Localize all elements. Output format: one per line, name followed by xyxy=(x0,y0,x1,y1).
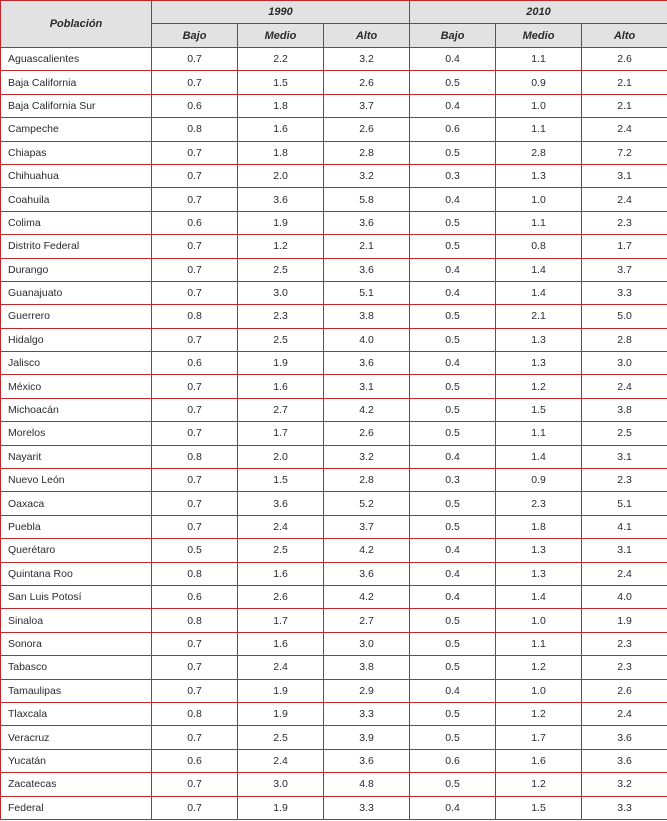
value-cell: 2.1 xyxy=(582,71,667,94)
value-cell: 0.4 xyxy=(410,48,496,71)
table-row xyxy=(1,609,667,632)
value-cell: 0.5 xyxy=(410,656,496,679)
value-cell: 1.5 xyxy=(496,398,582,421)
value-cell: 1.9 xyxy=(238,796,324,819)
value-cell: 1.6 xyxy=(238,375,324,398)
value-cell: 0.6 xyxy=(152,211,238,234)
value-cell: 1.0 xyxy=(496,94,582,117)
state-name-cell: Chihuahua xyxy=(1,164,152,187)
value-cell: 3.6 xyxy=(324,211,410,234)
value-cell: 0.5 xyxy=(410,609,496,632)
state-name-cell: Michoacán xyxy=(1,398,152,421)
value-cell: 1.2 xyxy=(496,702,582,725)
table-row xyxy=(1,94,667,117)
state-name-cell: Aguascalientes xyxy=(1,48,152,71)
value-cell: 4.8 xyxy=(324,773,410,796)
value-cell: 1.8 xyxy=(496,515,582,538)
value-cell: 1.1 xyxy=(496,632,582,655)
value-cell: 4.1 xyxy=(582,515,667,538)
value-cell: 2.7 xyxy=(238,398,324,421)
value-cell: 2.5 xyxy=(238,258,324,281)
value-cell: 1.3 xyxy=(496,562,582,585)
value-cell: 1.8 xyxy=(238,141,324,164)
table-row xyxy=(1,422,667,445)
value-cell: 2.4 xyxy=(582,375,667,398)
value-cell: 0.3 xyxy=(410,469,496,492)
value-cell: 1.6 xyxy=(238,562,324,585)
value-cell: 1.3 xyxy=(496,352,582,375)
value-cell: 1.2 xyxy=(496,375,582,398)
value-cell: 1.8 xyxy=(238,94,324,117)
value-cell: 3.6 xyxy=(582,726,667,749)
value-cell: 1.2 xyxy=(496,656,582,679)
table-row xyxy=(1,211,667,234)
value-cell: 0.7 xyxy=(152,773,238,796)
value-cell: 2.1 xyxy=(324,235,410,258)
value-cell: 1.1 xyxy=(496,422,582,445)
table-row xyxy=(1,235,667,258)
value-cell: 2.6 xyxy=(238,585,324,608)
table-row xyxy=(1,328,667,351)
value-cell: 1.5 xyxy=(238,71,324,94)
value-cell: 1.4 xyxy=(496,445,582,468)
value-cell: 2.6 xyxy=(582,48,667,71)
table-row xyxy=(1,562,667,585)
value-cell: 2.5 xyxy=(238,726,324,749)
value-cell: 2.5 xyxy=(238,328,324,351)
table-row xyxy=(1,656,667,679)
state-name-cell: Baja California xyxy=(1,71,152,94)
state-name-cell: Sinaloa xyxy=(1,609,152,632)
value-cell: 0.5 xyxy=(410,305,496,328)
value-cell: 1.9 xyxy=(238,679,324,702)
value-cell: 2.3 xyxy=(582,656,667,679)
state-name-cell: Chiapas xyxy=(1,141,152,164)
value-cell: 0.4 xyxy=(410,562,496,585)
value-cell: 0.7 xyxy=(152,726,238,749)
table-row xyxy=(1,164,667,187)
value-cell: 3.6 xyxy=(324,258,410,281)
value-cell: 0.7 xyxy=(152,469,238,492)
value-cell: 4.2 xyxy=(324,398,410,421)
value-cell: 2.0 xyxy=(238,164,324,187)
value-cell: 1.7 xyxy=(238,422,324,445)
value-cell: 3.2 xyxy=(582,773,667,796)
state-name-cell: Yucatán xyxy=(1,749,152,772)
table-row xyxy=(1,352,667,375)
table-row xyxy=(1,773,667,796)
value-cell: 1.7 xyxy=(496,726,582,749)
table-row xyxy=(1,71,667,94)
header-alto-2010: Alto xyxy=(582,24,667,48)
value-cell: 4.0 xyxy=(324,328,410,351)
state-name-cell: Quintana Roo xyxy=(1,562,152,585)
value-cell: 2.8 xyxy=(582,328,667,351)
value-cell: 4.2 xyxy=(324,585,410,608)
state-name-cell: México xyxy=(1,375,152,398)
value-cell: 2.4 xyxy=(238,515,324,538)
value-cell: 3.3 xyxy=(582,281,667,304)
table-row xyxy=(1,515,667,538)
value-cell: 0.6 xyxy=(152,749,238,772)
value-cell: 3.7 xyxy=(324,515,410,538)
header-poblacion: Población xyxy=(1,1,152,48)
value-cell: 2.5 xyxy=(238,539,324,562)
state-name-cell: Colima xyxy=(1,211,152,234)
table-row xyxy=(1,749,667,772)
value-cell: 2.4 xyxy=(238,749,324,772)
value-cell: 1.0 xyxy=(496,609,582,632)
table-row xyxy=(1,141,667,164)
value-cell: 0.7 xyxy=(152,632,238,655)
value-cell: 2.3 xyxy=(582,211,667,234)
value-cell: 5.8 xyxy=(324,188,410,211)
value-cell: 2.4 xyxy=(582,118,667,141)
value-cell: 0.5 xyxy=(410,141,496,164)
value-cell: 2.5 xyxy=(582,422,667,445)
value-cell: 2.4 xyxy=(582,702,667,725)
table-row xyxy=(1,469,667,492)
value-cell: 3.6 xyxy=(324,749,410,772)
value-cell: 1.1 xyxy=(496,118,582,141)
state-name-cell: Tlaxcala xyxy=(1,702,152,725)
table-header xyxy=(1,1,667,48)
value-cell: 0.7 xyxy=(152,375,238,398)
header-alto-1990: Alto xyxy=(324,24,410,48)
value-cell: 1.4 xyxy=(496,281,582,304)
value-cell: 1.9 xyxy=(238,352,324,375)
value-cell: 3.6 xyxy=(324,562,410,585)
value-cell: 0.7 xyxy=(152,422,238,445)
state-name-cell: Federal xyxy=(1,796,152,819)
header-bajo-1990: Bajo xyxy=(152,24,238,48)
value-cell: 0.7 xyxy=(152,328,238,351)
state-name-cell: Puebla xyxy=(1,515,152,538)
table-row xyxy=(1,702,667,725)
value-cell: 2.3 xyxy=(582,469,667,492)
value-cell: 0.4 xyxy=(410,94,496,117)
value-cell: 2.0 xyxy=(238,445,324,468)
table-row xyxy=(1,375,667,398)
value-cell: 3.3 xyxy=(582,796,667,819)
value-cell: 1.9 xyxy=(238,702,324,725)
value-cell: 0.7 xyxy=(152,796,238,819)
value-cell: 0.3 xyxy=(410,164,496,187)
value-cell: 1.0 xyxy=(496,188,582,211)
value-cell: 0.6 xyxy=(410,749,496,772)
value-cell: 0.4 xyxy=(410,679,496,702)
value-cell: 0.8 xyxy=(152,118,238,141)
state-name-cell: Campeche xyxy=(1,118,152,141)
state-name-cell: Nuevo León xyxy=(1,469,152,492)
value-cell: 0.7 xyxy=(152,679,238,702)
table-row xyxy=(1,398,667,421)
table-row xyxy=(1,258,667,281)
value-cell: 1.6 xyxy=(238,118,324,141)
value-cell: 0.7 xyxy=(152,71,238,94)
value-cell: 0.8 xyxy=(152,562,238,585)
value-cell: 0.5 xyxy=(410,211,496,234)
value-cell: 0.9 xyxy=(496,469,582,492)
value-cell: 0.6 xyxy=(152,585,238,608)
value-cell: 2.8 xyxy=(496,141,582,164)
value-cell: 2.6 xyxy=(324,118,410,141)
value-cell: 3.0 xyxy=(324,632,410,655)
header-year-2010: 2010 xyxy=(410,1,667,24)
value-cell: 4.0 xyxy=(582,585,667,608)
value-cell: 3.0 xyxy=(238,773,324,796)
value-cell: 0.8 xyxy=(152,702,238,725)
value-cell: 5.1 xyxy=(324,281,410,304)
value-cell: 0.5 xyxy=(410,492,496,515)
value-cell: 0.5 xyxy=(410,71,496,94)
value-cell: 0.5 xyxy=(410,375,496,398)
value-cell: 0.7 xyxy=(152,398,238,421)
value-cell: 3.6 xyxy=(238,188,324,211)
table-row xyxy=(1,726,667,749)
state-name-cell: Tabasco xyxy=(1,656,152,679)
value-cell: 2.1 xyxy=(496,305,582,328)
value-cell: 0.4 xyxy=(410,445,496,468)
value-cell: 0.5 xyxy=(152,539,238,562)
header-year-1990: 1990 xyxy=(152,1,410,24)
table-row xyxy=(1,281,667,304)
value-cell: 1.6 xyxy=(496,749,582,772)
value-cell: 3.1 xyxy=(582,445,667,468)
value-cell: 0.5 xyxy=(410,328,496,351)
header-bajo-2010: Bajo xyxy=(410,24,496,48)
value-cell: 1.0 xyxy=(496,679,582,702)
value-cell: 3.8 xyxy=(582,398,667,421)
value-cell: 3.2 xyxy=(324,164,410,187)
value-cell: 3.6 xyxy=(324,352,410,375)
value-cell: 0.4 xyxy=(410,796,496,819)
state-name-cell: Durango xyxy=(1,258,152,281)
state-name-cell: Querétaro xyxy=(1,539,152,562)
state-name-cell: Distrito Federal xyxy=(1,235,152,258)
value-cell: 0.7 xyxy=(152,281,238,304)
value-cell: 0.9 xyxy=(496,71,582,94)
value-cell: 2.1 xyxy=(582,94,667,117)
state-name-cell: Guanajuato xyxy=(1,281,152,304)
value-cell: 0.5 xyxy=(410,515,496,538)
value-cell: 0.8 xyxy=(496,235,582,258)
table-row xyxy=(1,585,667,608)
value-cell: 2.6 xyxy=(324,71,410,94)
value-cell: 3.9 xyxy=(324,726,410,749)
value-cell: 0.8 xyxy=(152,609,238,632)
value-cell: 3.7 xyxy=(582,258,667,281)
value-cell: 2.6 xyxy=(324,422,410,445)
header-medio-1990: Medio xyxy=(238,24,324,48)
value-cell: 3.8 xyxy=(324,656,410,679)
value-cell: 1.3 xyxy=(496,164,582,187)
state-name-cell: Zacatecas xyxy=(1,773,152,796)
table-row xyxy=(1,188,667,211)
value-cell: 3.7 xyxy=(324,94,410,117)
value-cell: 1.7 xyxy=(238,609,324,632)
value-cell: 0.7 xyxy=(152,188,238,211)
value-cell: 0.7 xyxy=(152,164,238,187)
value-cell: 0.7 xyxy=(152,515,238,538)
value-cell: 3.8 xyxy=(324,305,410,328)
state-name-cell: Morelos xyxy=(1,422,152,445)
table-row xyxy=(1,679,667,702)
value-cell: 1.9 xyxy=(582,609,667,632)
table-row xyxy=(1,632,667,655)
table-row xyxy=(1,305,667,328)
value-cell: 2.2 xyxy=(238,48,324,71)
value-cell: 0.7 xyxy=(152,258,238,281)
table-row xyxy=(1,796,667,819)
value-cell: 2.4 xyxy=(238,656,324,679)
value-cell: 3.0 xyxy=(582,352,667,375)
value-cell: 2.4 xyxy=(582,562,667,585)
value-cell: 1.9 xyxy=(238,211,324,234)
value-cell: 3.0 xyxy=(238,281,324,304)
value-cell: 1.7 xyxy=(582,235,667,258)
value-cell: 0.6 xyxy=(152,352,238,375)
value-cell: 0.5 xyxy=(410,702,496,725)
value-cell: 3.3 xyxy=(324,796,410,819)
value-cell: 2.3 xyxy=(496,492,582,515)
value-cell: 1.4 xyxy=(496,258,582,281)
value-cell: 0.8 xyxy=(152,305,238,328)
value-cell: 0.4 xyxy=(410,352,496,375)
value-cell: 0.5 xyxy=(410,235,496,258)
value-cell: 0.5 xyxy=(410,773,496,796)
value-cell: 0.4 xyxy=(410,258,496,281)
value-cell: 3.6 xyxy=(238,492,324,515)
value-cell: 0.5 xyxy=(410,422,496,445)
value-cell: 3.2 xyxy=(324,48,410,71)
state-name-cell: Hidalgo xyxy=(1,328,152,351)
value-cell: 1.3 xyxy=(496,328,582,351)
value-cell: 0.7 xyxy=(152,492,238,515)
value-cell: 5.0 xyxy=(582,305,667,328)
value-cell: 2.8 xyxy=(324,469,410,492)
value-cell: 2.9 xyxy=(324,679,410,702)
value-cell: 1.2 xyxy=(238,235,324,258)
state-name-cell: Nayarit xyxy=(1,445,152,468)
value-cell: 1.3 xyxy=(496,539,582,562)
value-cell: 3.2 xyxy=(324,445,410,468)
value-cell: 2.4 xyxy=(582,188,667,211)
value-cell: 0.8 xyxy=(152,445,238,468)
value-cell: 1.1 xyxy=(496,211,582,234)
value-cell: 0.7 xyxy=(152,48,238,71)
table-body xyxy=(1,48,667,820)
header-medio-2010: Medio xyxy=(496,24,582,48)
value-cell: 1.2 xyxy=(496,773,582,796)
state-name-cell: Baja California Sur xyxy=(1,94,152,117)
value-cell: 0.4 xyxy=(410,188,496,211)
value-cell: 2.3 xyxy=(582,632,667,655)
value-cell: 2.3 xyxy=(238,305,324,328)
value-cell: 0.4 xyxy=(410,585,496,608)
value-cell: 0.4 xyxy=(410,539,496,562)
table-row xyxy=(1,445,667,468)
value-cell: 2.6 xyxy=(582,679,667,702)
state-name-cell: Coahuila xyxy=(1,188,152,211)
value-cell: 0.7 xyxy=(152,141,238,164)
table-row xyxy=(1,118,667,141)
value-cell: 2.8 xyxy=(324,141,410,164)
table-row xyxy=(1,539,667,562)
value-cell: 1.4 xyxy=(496,585,582,608)
table-row xyxy=(1,492,667,515)
value-cell: 1.6 xyxy=(238,632,324,655)
value-cell: 0.7 xyxy=(152,235,238,258)
state-name-cell: San Luis Potosí xyxy=(1,585,152,608)
state-name-cell: Sonora xyxy=(1,632,152,655)
value-cell: 1.5 xyxy=(238,469,324,492)
value-cell: 0.6 xyxy=(152,94,238,117)
value-cell: 3.3 xyxy=(324,702,410,725)
state-name-cell: Tamaulipas xyxy=(1,679,152,702)
value-cell: 3.1 xyxy=(324,375,410,398)
value-cell: 0.5 xyxy=(410,398,496,421)
value-cell: 3.1 xyxy=(582,539,667,562)
value-cell: 2.7 xyxy=(324,609,410,632)
value-cell: 3.1 xyxy=(582,164,667,187)
value-cell: 4.2 xyxy=(324,539,410,562)
value-cell: 0.7 xyxy=(152,656,238,679)
state-name-cell: Guerrero xyxy=(1,305,152,328)
state-name-cell: Jalisco xyxy=(1,352,152,375)
table-row xyxy=(1,48,667,71)
value-cell: 0.4 xyxy=(410,281,496,304)
state-name-cell: Oaxaca xyxy=(1,492,152,515)
value-cell: 0.5 xyxy=(410,632,496,655)
state-name-cell: Veracruz xyxy=(1,726,152,749)
value-cell: 1.1 xyxy=(496,48,582,71)
value-cell: 5.1 xyxy=(582,492,667,515)
value-cell: 3.6 xyxy=(582,749,667,772)
value-cell: 0.5 xyxy=(410,726,496,749)
value-cell: 7.2 xyxy=(582,141,667,164)
value-cell: 5.2 xyxy=(324,492,410,515)
value-cell: 0.6 xyxy=(410,118,496,141)
value-cell: 1.5 xyxy=(496,796,582,819)
